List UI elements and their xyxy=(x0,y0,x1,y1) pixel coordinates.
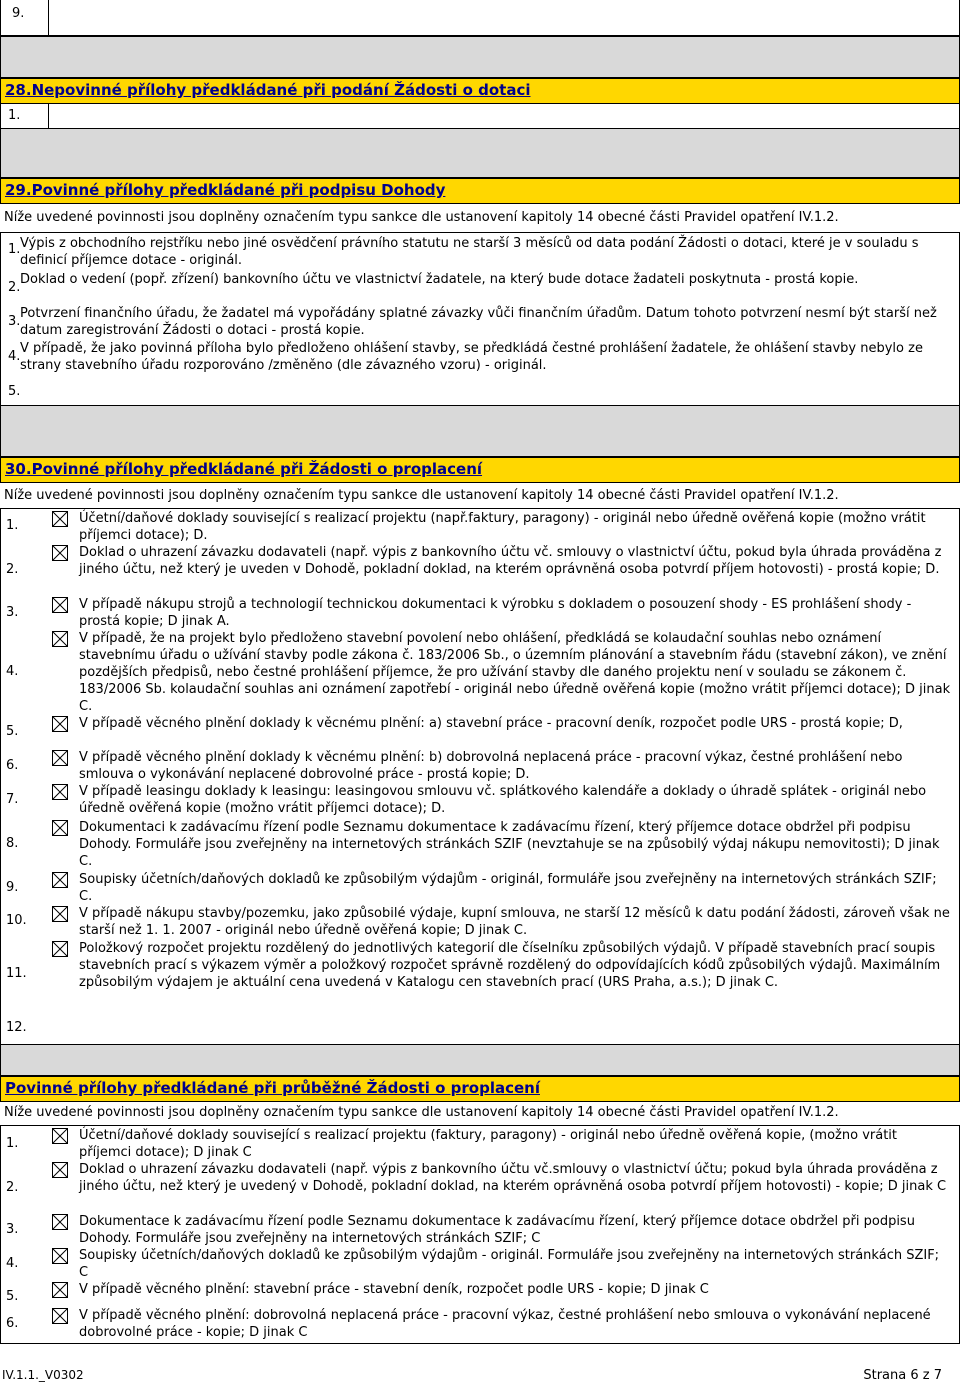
checkbox-checked-icon[interactable] xyxy=(52,1248,68,1264)
list-item: Soupisky účetních/daňových dokladů ke způsobilým výdajům - originál. Formuláře jsou zveřejněny na internetových stránkách SZIF; C xyxy=(79,1248,940,1280)
checkbox-checked-icon[interactable] xyxy=(52,906,68,922)
checkbox-checked-icon[interactable] xyxy=(52,750,68,766)
section-separator xyxy=(0,405,960,457)
list-item-number: 11. xyxy=(6,966,27,981)
list-item-number: 1. xyxy=(6,518,19,533)
list-item: V případě, že na projekt bylo předloženo stavební povolení nebo ohlášení, předkládá se kolaudační souhlas nebo oznámení stavebnímu úřadu o užívání stavby podle zákona č. 183/2006 Sb., o územním plánování a stavebním řádu (stavební zákon), ve znění pozdějších předpisů, nebo čestné prohlášení příjemce, že pro užívání stavby dle daného projektu není v souladu se zákonem č. 183/2006 Sb. kolaudační souhlas ani oznámení zapotřebí - originál nebo úředně ověřená kopie (možno vrátit příjemci dotace); D jinak C. xyxy=(79,631,951,714)
list-item: V případě nákupu strojů a technologií technickou dokumentaci k výrobku s dokladem o posouzení shody - ES prohlášení shody - prostá kopie; D jinak A. xyxy=(79,597,912,629)
sanction-note: Níže uvedené povinnosti jsou doplněny označením typu sankce dle ustanovení kapitoly 14 obecné části Pravidel opatření IV.1.2. xyxy=(4,488,839,503)
list-item-number: 12. xyxy=(6,1020,27,1035)
checkbox-checked-icon[interactable] xyxy=(52,631,68,647)
list-item: Potvrzení finančního úřadu, že žadatel má vypořádány splatné závazky vůči finančním úřadům. Datum tohoto potvrzení nesmí být starší než datum zaregistrování Žádosti o dotaci - prostá kopie. xyxy=(20,306,937,338)
section-separator xyxy=(0,36,960,78)
list-item: Účetní/daňové doklady související s realizací projektu (faktury, paragony) - originál nebo úředně ověřená kopie, (možno vrátit příjemci dotace); D jinak C xyxy=(79,1128,898,1160)
section-29-title: 29.Povinné přílohy předkládané při podpisu Dohody xyxy=(0,178,960,204)
list-item-number: 5. xyxy=(6,724,19,739)
list-item-number: 6. xyxy=(6,1316,19,1331)
list-item-number: 4. xyxy=(6,664,19,679)
list-item-number: 4. xyxy=(8,349,21,364)
list-item: V případě nákupu stavby/pozemku, jako způsobilé výdaje, kupní smlouva, ne starší 12 měsíců k datu podání žádosti, zároveň však ne starší než 1. 1. 2007 - originál nebo úředně ověřená kopie; D jinak C. xyxy=(79,906,950,938)
section-9-number: 9. xyxy=(12,6,25,21)
list-item: Soupisky účetních/daňových dokladů ke způsobilým výdajům - originál, formuláře jsou zveřejněny na internetových stránkách SZIF; C. xyxy=(79,872,937,904)
page-number: Strana 6 z 7 xyxy=(863,1368,942,1383)
checkbox-checked-icon[interactable] xyxy=(52,820,68,836)
list-item: V případě věcného plnění: dobrovolná neplacená práce - pracovní výkaz, čestné prohlášení nebo smlouva o vykonávání neplacené dobrovolné práce - kopie; D jinak C xyxy=(79,1308,931,1340)
list-item: Dokumentace k zadávacímu řízení podle Seznamu dokumentace k zadávacímu řízení, který příjemce dotace obdržel při podpisu Dohody. Formuláře jsou zveřejněny na internetových stránkách SZIF; C xyxy=(79,1214,915,1246)
list-item-number: 3. xyxy=(6,1222,19,1237)
sanction-note: Níže uvedené povinnosti jsou doplněny označením typu sankce dle ustanovení kapitoly 14 obecné části Pravidel opatření IV.1.2. xyxy=(4,210,839,225)
checkbox-checked-icon[interactable] xyxy=(52,784,68,800)
list-item: Doklad o uhrazení závazku dodavateli (např. výpis z bankovního účtu vč. smlouvy o vlastnictví účtu, pokud byla úhrada prováděna z jiného účtu, než který je uveden v Dohodě, pokladní doklad, na kterém oprávněná osoba potvrdí příjem hotovosti) - prostá kopie; D. xyxy=(79,545,942,577)
list-item: V případě věcného plnění doklady k věcnému plnění: a) stavební práce - pracovní deník, rozpočet podle URS - prostá kopie; D, xyxy=(79,716,903,731)
list-item: V případě věcného plnění: stavební práce - stavební deník, rozpočet podle URS - kopie; D jinak C xyxy=(79,1282,709,1297)
list-item: Dokumentaci k zadávacímu řízení podle Seznamu dokumentace k zadávacímu řízení, který příjemce dotace obdržel při podpisu Dohody. Formuláře jsou zveřejněny na internetových stránkách SZIF (nevztahuje se na způsobilý výdaj nákupu nemovitosti); D jinak C. xyxy=(79,820,940,869)
checkbox-checked-icon[interactable] xyxy=(52,1282,68,1298)
list-item: V případě, že jako povinná příloha bylo předloženo ohlášení stavby, se předkládá čestné prohlášení žadatele, že ohlášení stavby nebylo ze strany stavebního úřadu rozporováno /změněno (dle závazného vzoru) - originál. xyxy=(20,341,923,373)
list-item: Účetní/daňové doklady související s realizací projektu (např.faktury, paragony) - originál nebo úředně ověřená kopie (možno vrátit příjemci dotace); D. xyxy=(79,511,926,543)
list-item: Položkový rozpočet projektu rozdělený do jednotlivých kategorií dle číselníku způsobilých výdajů. V případě stavebních prací soupis stavebních prací s výkazem výměr a položkový rozpočet správně rozdělený do odpovídajících kódů způsobilých výdajů. Maximálním způsobilým výdajem je aktuální cena uvedená v Katalogu cen stavebních prací (URS Praha, a.s.); D jinak C. xyxy=(79,941,941,990)
checkbox-checked-icon[interactable] xyxy=(52,511,68,527)
checkbox-checked-icon[interactable] xyxy=(52,1214,68,1230)
list-item-number: 10. xyxy=(6,913,27,928)
list-item-number: 5. xyxy=(6,1289,19,1304)
checkbox-checked-icon[interactable] xyxy=(52,545,68,561)
checkbox-checked-icon[interactable] xyxy=(52,597,68,613)
list-item-number: 7. xyxy=(6,792,19,807)
section-separator xyxy=(0,128,960,178)
list-item-number: 2. xyxy=(8,280,21,295)
list-item: Doklad o uhrazení závazku dodavateli (např. výpis z bankovního účtu vč.smlouvy o vlastnictví účtu; pokud byla úhrada prováděna z jiného účtu, než který je uvedený v Dohodě, pokladní doklad, na kterém oprávněná osoba potvrdí příjem hotovosti) - kopie; D jinak C xyxy=(79,1162,947,1194)
list-item-number: 8. xyxy=(6,836,19,851)
checkbox-checked-icon[interactable] xyxy=(52,1308,68,1324)
list-item-number: 3. xyxy=(6,605,19,620)
section-31-title: Povinné přílohy předkládané při průběžné Žádosti o proplacení xyxy=(0,1076,960,1102)
list-item-number: 1. xyxy=(6,1136,19,1151)
section-30-title: 30.Povinné přílohy předkládané při Žádosti o proplacení xyxy=(0,457,960,483)
list-item-number: 6. xyxy=(6,758,19,773)
list-item-number: 9. xyxy=(6,880,19,895)
list-item: V případě leasingu doklady k leasingu: leasingovou smlouvu vč. splátkového kalendáře a doklady o úhradě splátek - originál nebo úředně ověřená kopie (možno vrátit příjemci dotace); D. xyxy=(79,784,927,816)
list-item-number: 2. xyxy=(6,562,19,577)
list-item-number: 1. xyxy=(8,242,21,257)
document-code: IV.1.1._V0302 xyxy=(2,1368,84,1382)
list-item: Doklad o vedení (popř. zřízení) bankovního účtu ve vlastnictví žadatele, na který bude dotace žadateli poskytnuta - prostá kopie. xyxy=(20,272,859,287)
list-item-number: 4. xyxy=(6,1256,19,1271)
list-item: Výpis z obchodního rejstříku nebo jiné osvědčení právního statutu ne starší 3 měsíců od data podání Žádosti o dotaci, které je v souladu s definicí příjemce dotace - originál. xyxy=(20,236,919,268)
checkbox-checked-icon[interactable] xyxy=(52,1128,68,1144)
checkbox-checked-icon[interactable] xyxy=(52,941,68,957)
list-item-number: 5. xyxy=(8,384,21,399)
list-item-number: 1. xyxy=(8,108,21,123)
section-28-title: 28.Nepovinné přílohy předkládané při podání Žádosti o dotaci xyxy=(0,78,960,104)
list-item: V případě věcného plnění doklady k věcnému plnění: b) dobrovolná neplacená práce - pracovní výkaz, čestné prohlášení nebo smlouva o vykonávání neplacené dobrovolné práce - prostá kopie; D. xyxy=(79,750,903,782)
sanction-note: Níže uvedené povinnosti jsou doplněny označením typu sankce dle ustanovení kapitoly 14 obecné části Pravidel opatření IV.1.2. xyxy=(4,1105,839,1120)
checkbox-checked-icon[interactable] xyxy=(52,872,68,888)
section-separator xyxy=(0,1044,960,1076)
list-item-number: 3. xyxy=(8,314,21,329)
checkbox-checked-icon[interactable] xyxy=(52,716,68,732)
list-item-number: 2. xyxy=(6,1180,19,1195)
checkbox-checked-icon[interactable] xyxy=(52,1162,68,1178)
